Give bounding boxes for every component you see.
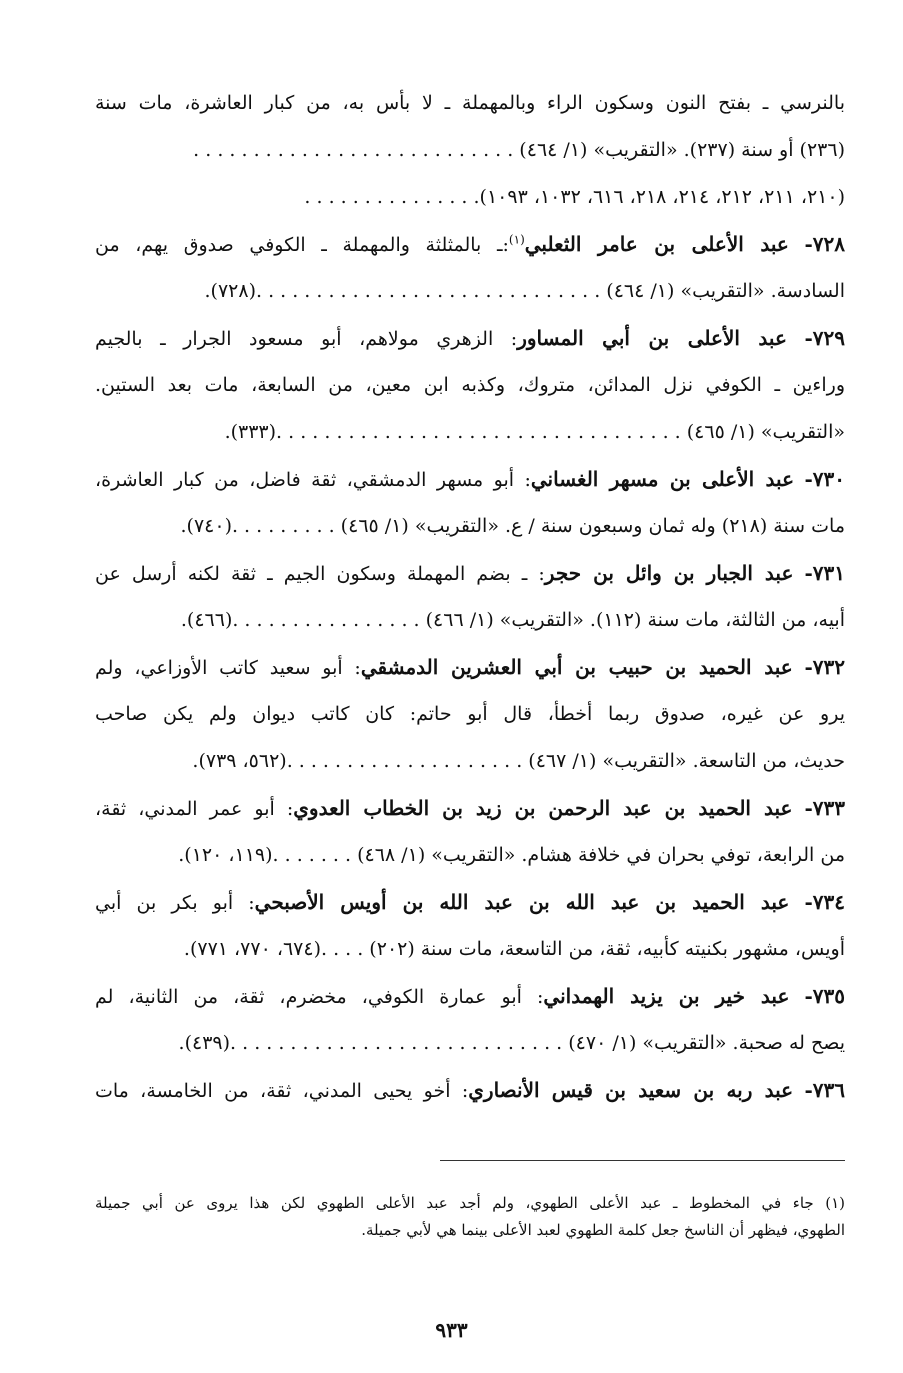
entry-number: ٧٣٣- xyxy=(804,796,845,820)
entry-number: ٧٣٢- xyxy=(804,655,845,679)
text-line xyxy=(95,550,845,597)
line-text: :ـ بالمثلثة والمهملة ـ الكوفي صدوق يهم، من xyxy=(95,234,509,256)
narrator-name: عبد خير بن يزيد الهمداني xyxy=(543,984,790,1008)
footnote-line: (١) جاء في المخطوط ـ عبد الأعلى الطهوي، ولم أجد عبد الأعلى الطهوي لكن هذا يروى عن أبي جميلة xyxy=(95,1194,845,1212)
line-text: وراءين ـ الكوفي نزل المدائن، متروك، وكذبه ابن معين، من السابعة، مات بعد الستين. xyxy=(95,374,845,396)
text-line xyxy=(95,503,845,550)
line-text: : أبو عمر المدني، ثقة، xyxy=(95,798,294,820)
footnote-ref[interactable]: (١) xyxy=(508,232,525,247)
text-line xyxy=(95,221,845,268)
text-line xyxy=(95,832,845,879)
line-text: (٢٣٦) أو سنة (٢٣٧). «التقريب» (١/ ٤٦٤) . . . . . . . . . . . . . . . . . . . . . . . . . . . xyxy=(193,139,845,161)
text-line xyxy=(95,926,845,973)
text-line xyxy=(95,127,845,174)
narrator-name: عبد ربه بن سعيد بن قيس الأنصاري xyxy=(468,1078,794,1102)
line-text: حديث، من التاسعة. «التقريب» (١/ ٤٦٧) . . . . . . . . . . . . . . . . . . . .(٥٦٢، ٧٣٩). xyxy=(192,750,845,772)
line-text: «التقريب» (١/ ٤٦٥) . . . . . . . . . . . . . . . . . . . . . . . . . . . . . . . . . .(٣٣٣). xyxy=(224,421,845,443)
line-text: : أبو مسهر الدمشقي، ثقة فاضل، من كبار العاشرة، xyxy=(95,469,531,491)
narrator-name: عبد الجبار بن وائل بن حجر xyxy=(544,561,794,585)
text-line xyxy=(95,785,845,832)
footnote-line: الطهوي، فيظهر أن الناسخ جعل كلمة الطهوي لعبد الأعلى بينما هي لأبي جميلة. xyxy=(361,1221,845,1239)
text-line xyxy=(95,879,845,926)
entry-number: ٧٢٨- xyxy=(804,232,845,256)
narrator-name: عبد الأعلى بن مسهر الغساني xyxy=(530,467,795,491)
narrator-name: عبد الحميد بن حبيب بن أبي العشرين الدمشقي xyxy=(360,655,793,679)
text-line xyxy=(95,973,845,1020)
text-line xyxy=(95,80,845,127)
entry-number: ٧٣١- xyxy=(804,561,845,585)
line-text: : أبو عمارة الكوفي، مخضرم، ثقة، من الثانية، لم xyxy=(95,986,544,1008)
footnote-divider xyxy=(440,1160,845,1161)
line-text: من الرابعة، توفي بحران في خلافة هشام. «التقريب» (١/ ٤٦٨) . . . . . . .(١١٩، ١٢٠). xyxy=(178,844,845,866)
main-text xyxy=(95,80,845,1114)
text-line xyxy=(95,691,845,738)
text-line xyxy=(95,362,845,409)
line-text: يرو عن غيره، صدوق ربما أخطأ، قال أبو حاتم: كان كاتب ديوان ولم يكن صاحب xyxy=(95,703,845,725)
text-line xyxy=(95,456,845,503)
line-text: السادسة. «التقريب» (١/ ٤٦٤) . . . . . . . . . . . . . . . . . . . . . . . . . . . . .(٧٢٨). xyxy=(204,280,845,302)
page-number: ٩٣٣ xyxy=(435,1318,468,1342)
line-text: مات سنة (٢١٨) وله ثمان وسبعون سنة / ع. «التقريب» (١/ ٤٦٥) . . . . . . . . .(٧٤٠). xyxy=(180,515,845,537)
text-line xyxy=(95,409,845,456)
entry-number: ٧٣٥- xyxy=(804,984,845,1008)
text-line xyxy=(95,597,845,644)
text-line xyxy=(95,738,845,785)
text-line xyxy=(95,268,845,315)
line-text: : ـ بضم المهملة وسكون الجيم ـ ثقة لكنه أرسل عن xyxy=(95,563,545,585)
line-text: (٢١٠، ٢١١، ٢١٢، ٢١٤، ٢١٨، ٦١٦، ١٠٣٢، ١٠٩٣). . . . . . . . . . . . . . . xyxy=(304,186,845,208)
footnote xyxy=(95,1190,845,1244)
line-text: : أبو بكر بن أبي xyxy=(95,892,255,914)
entry-number: ٧٣٠- xyxy=(804,467,845,491)
entry-number: ٧٣٤- xyxy=(804,890,845,914)
narrator-name: عبد الأعلى بن عامر الثعلبي xyxy=(524,232,789,256)
line-text: : أخو يحيى المدني، ثقة، من الخامسة، مات xyxy=(95,1080,469,1102)
line-text: يصح له صحبة. «التقريب» (١/ ٤٧٠) . . . . . . . . . . . . . . . . . . . . . . . . . . . .(٤٣٩). xyxy=(178,1032,845,1054)
entry-number: ٧٢٩- xyxy=(804,326,845,350)
entry-number: ٧٣٦- xyxy=(804,1078,845,1102)
text-line xyxy=(95,315,845,362)
line-text: : الزهري مولاهم، أبو مسعود الجرار ـ بالجيم xyxy=(95,328,518,350)
text-line xyxy=(95,1067,845,1114)
line-text: أبيه، من الثالثة، مات سنة (١١٢). «التقريب» (١/ ٤٦٦) . . . . . . . . . . . . . . . .(٤٦٦). xyxy=(180,609,845,631)
line-text: أويس، مشهور بكنيته كأبيه، ثقة، من التاسعة، مات سنة (٢٠٢) . . . .(٦٧٤، ٧٧٠، ٧٧١). xyxy=(183,938,845,960)
text-line xyxy=(95,174,845,221)
narrator-name: عبد الأعلى بن أبي المساور xyxy=(517,326,787,350)
text-line xyxy=(95,1020,845,1067)
narrator-name: عبد الحميد بن عبد الرحمن بن زيد بن الخطاب العدوي xyxy=(293,796,793,820)
line-text: بالنرسي ـ بفتح النون وسكون الراء وبالمهملة ـ لا بأس به، من كبار العاشرة، مات سنة xyxy=(95,92,845,114)
line-text: : أبو سعيد كاتب الأوزاعي، ولم xyxy=(95,657,361,679)
text-line xyxy=(95,644,845,691)
narrator-name: عبد الحميد بن عبد الله بن عبد الله بن أويس الأصبحي xyxy=(254,890,790,914)
